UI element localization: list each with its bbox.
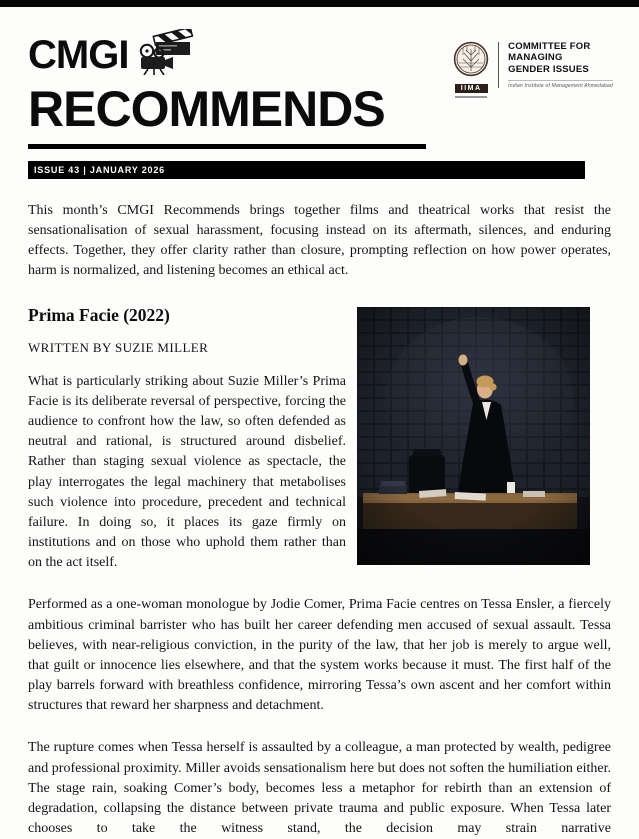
top-border-bar	[0, 0, 639, 7]
body-paragraph-2: Performed as a one-woman monologue by Jodie Comer, Prima Facie centres on Tessa Ensler, a fiercely ambitious criminal barrister who has built her career defending men accused of sexual assault. Tessa believes, with near-religious conviction, in the purity of the law, that her job is merely to argue well, that guilt or innocence lies elsewhere, and that the system works because it must. The first half of the play barrels forward with breathless confidence, mirroring Tessa’s own ascent and her comfort within structures that reward her sharpness and detachment.	[28, 595, 611, 716]
issue-bar	[28, 161, 585, 179]
committee-text-block	[508, 41, 613, 89]
masthead-rule	[28, 144, 426, 149]
feature-paragraph: What is particularly striking about Suzie Miller’s Prima Facie is its deliberate reversal of perspective, forcing the audience to confront how the law, so often defended as neutral and rational, is structured around disbelief. Rather than staging sexual violence as spectacle, the play interrogates the legal machinery that metabolises such violence into procedure, precedent and technical failure. In doing so, it places its gaze firmly on institutions and on those who uphold them rather than on the act itself.	[28, 372, 346, 574]
body-paragraph-3: The rupture comes when Tessa herself is assaulted by a colleague, a man protected by wealth, pedigree and professional proximity. Miller avoids sensationalism here but does not soften the humiliation either. The stage rain, soaking Comer’s body, becomes less a metaphor for rebirth than an extension of degradation, collapsing the distance between private trauma and public exposure. When Tessa later chooses to take the witness stand, the decision may strain narrative	[28, 738, 611, 839]
intro-paragraph: This month’s CMGI Recommends brings together films and theatrical works that resist the sensationalisation of sexual harassment, focusing instead on its aftermath, silences, and enduring effects. Together, they offer clarity rather than closure, prompting reflection on how power operates, harm is normalized, and listening becomes an ethical act.	[28, 201, 611, 282]
article-body	[0, 201, 639, 839]
feature-text-column	[28, 305, 346, 573]
committee-line-3: GENDER ISSUES	[508, 64, 613, 75]
feature-section	[28, 305, 611, 573]
masthead-title-cmgi: CMGI	[28, 36, 128, 74]
film-clapper-camera-icon	[138, 29, 194, 80]
logo-divider	[498, 42, 499, 88]
iima-cmgi-logo	[453, 41, 613, 98]
masthead-title-recommends: RECOMMENDS	[28, 86, 426, 134]
iima-emblem-icon	[453, 41, 489, 82]
section-title: Prima Facie (2022)	[28, 305, 346, 326]
committee-subtext: Indian Institute of Management Ahmedabad	[508, 80, 613, 89]
iima-tagline-text	[455, 96, 487, 98]
masthead-titles	[28, 29, 426, 149]
byline: WRITTEN BY SUZIE MILLER	[28, 339, 346, 358]
committee-line-2: MANAGING	[508, 52, 613, 63]
iima-wordmark: IIMA	[455, 84, 488, 93]
masthead	[0, 7, 639, 149]
stage-photo	[357, 307, 590, 565]
issue-label: ISSUE 43 | JANUARY 2026	[34, 165, 165, 175]
committee-line-1: COMMITTEE FOR	[508, 41, 613, 52]
